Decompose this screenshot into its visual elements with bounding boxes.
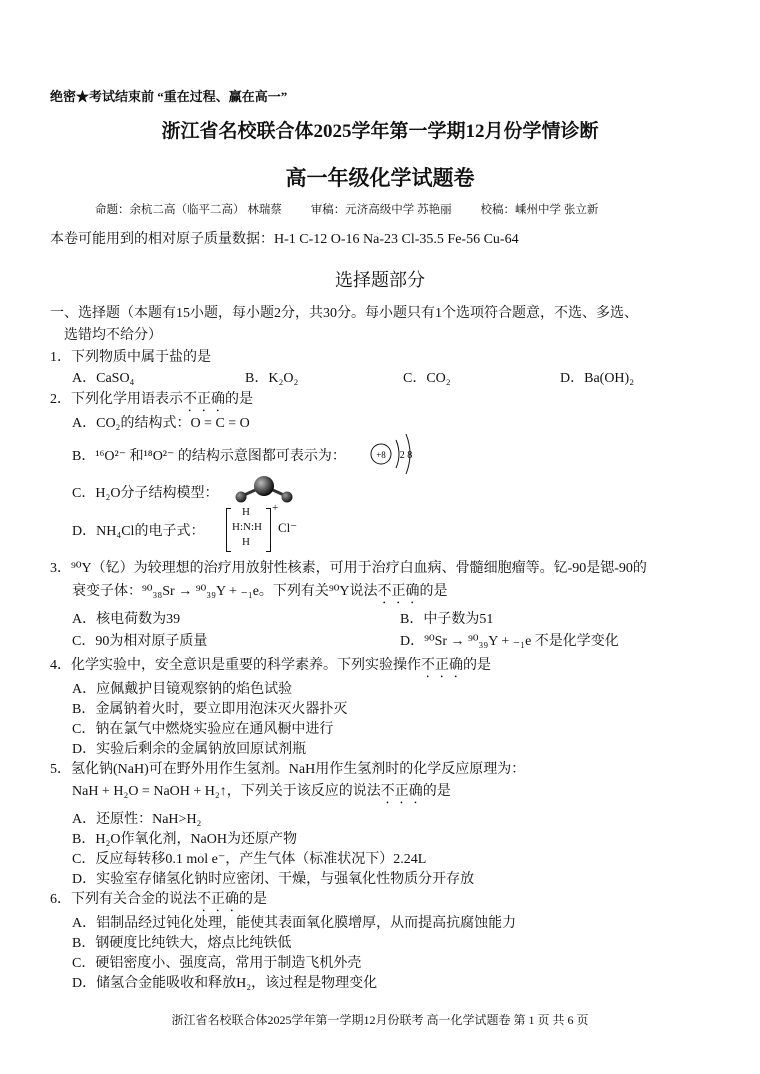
- q1-option-d: D．Ba(OH)₂: [560, 371, 635, 386]
- stem-pre: 6．下列有关合金的说法: [50, 892, 197, 907]
- stem-post: 的是: [239, 892, 267, 907]
- stem-post: 的是: [463, 658, 491, 673]
- atomic-masses: 本卷可能用到的相对原子质量数据：H-1 C-12 O-16 Na-23 Cl-35.5 Fe-56 Cu-64: [50, 232, 519, 247]
- exam-title: 浙江省名校联合体2025学年第一学期12月份学情诊断: [161, 121, 599, 142]
- question-2-stem: [50, 388, 253, 415]
- question-6-stem: [50, 888, 267, 915]
- formula-mid: H:N:H: [232, 521, 262, 533]
- stem-emphasis: 不正确: [197, 892, 239, 907]
- committee-line: [95, 201, 624, 217]
- exam-subtitle: 高一年级化学试题卷: [285, 166, 475, 190]
- section-instruction-cont: 选错均不给分）: [64, 328, 162, 343]
- question-3-stem-cont: [72, 580, 448, 607]
- stem-pre: 衰变子体：⁹⁰₃₈Sr → ⁹⁰₃₉Y + ₋₁e。下列有关⁹⁰Y说法: [72, 584, 378, 599]
- bracket-left: [226, 508, 231, 552]
- q6-option-c: C．硬铝密度小、强度高，常用于制造飞机外壳: [72, 956, 362, 971]
- q2-option-b: B．¹⁶O²⁻ 和¹⁸O²⁻ 的结构示意图都可表示为：: [72, 449, 346, 464]
- q5-option-a: A．还原性：NaH>H₂: [72, 812, 202, 827]
- q3-option-a: A．核电荷数为39: [72, 612, 181, 627]
- question-5-stem: 5．氢化钠(NaH)可在野外用作生氢剂。NaH用作生氢剂时的化学反应原理为：: [50, 762, 526, 777]
- q4-option-d: D．实验后剩余的金属钠放回原试剂瓶: [72, 742, 307, 757]
- question-4-stem: [50, 654, 491, 681]
- q4-option-b: B．金属钠着火时，要立即用泡沫灭火器扑灭: [72, 702, 348, 717]
- section-title: 选择题部分: [335, 270, 425, 290]
- bracket-right: [266, 508, 271, 552]
- q2-option-d: D．NH₄Cl的电子式：: [72, 524, 205, 539]
- stem-emphasis: 不正确: [380, 784, 423, 799]
- question-5-stem-cont: [72, 780, 451, 807]
- q4-option-a: A．应佩戴护目镜观察钠的焰色试验: [72, 682, 293, 697]
- charge-plus: +: [272, 502, 279, 514]
- page-footer: 浙江省名校联合体2025学年第一学期12月份联考 高一化学试题卷 第 1 页 共 6 页: [171, 1013, 589, 1027]
- question-1-stem: 1．下列物质中属于盐的是: [50, 350, 211, 365]
- q5-option-b: B．H₂O作氧化剂，NaOH为还原产物: [72, 832, 297, 847]
- secret-note: 绝密★考试结束前 “重在过程、赢在高一”: [50, 89, 288, 104]
- q6-option-b: B．钢硬度比纯铁大，熔点比纯铁低: [72, 936, 292, 951]
- nh4cl-electron-formula: [226, 504, 306, 554]
- q6-option-d: D．储氢合金能吸收和释放H₂，该过程是物理变化: [72, 976, 378, 991]
- atomic-structure-diagram: [366, 430, 422, 478]
- q3-option-c: C．90为相对原子质量: [72, 634, 208, 649]
- proposer: 命题：余杭二高（临平二高） 林瑞蔡: [95, 204, 282, 216]
- q2-option-c: C．H₂O分子结构模型：: [72, 486, 219, 501]
- reviewer: 审稿：元济高级中学 苏艳丽: [310, 204, 452, 216]
- q1-option-b: B．K₂O₂: [245, 371, 299, 386]
- q1-option-a: A．CaSO₄: [72, 371, 135, 386]
- stem-emphasis: 不正确: [421, 658, 463, 673]
- stem-post: 的是: [419, 584, 448, 599]
- stem-post: 的是: [225, 392, 253, 407]
- electron-shells: 2 8: [399, 450, 413, 461]
- section-instruction: 一、选择题（本题有15小题，每小题2分，共30分。每小题只有1个选项符合题意，不选、多选、: [50, 306, 638, 321]
- stem-pre: NaH + H₂O = NaOH + H₂↑，下列关于该反应的说法: [72, 784, 381, 799]
- q5-option-c: C．反应每转移0.1 mol e⁻，产生气体（标准状况下）2.24L: [72, 852, 427, 867]
- q6-option-a: A．铝制品经过钝化处理，能使其表面氧化膜增厚，从而提高抗腐蚀能力: [72, 916, 517, 931]
- stem-emphasis: 不正确: [377, 584, 420, 599]
- q4-option-c: C．钠在氯气中燃烧实验应在通风橱中进行: [72, 722, 334, 737]
- q1-option-c: C．CO₂: [403, 371, 451, 386]
- proofreader: 校稿：嵊州中学 张立新: [480, 204, 599, 216]
- formula-bottom-h: H: [242, 536, 250, 548]
- q5-option-d: D．实验室存储氢化钠时应密闭、干燥，与强氧化性物质分开存放: [72, 872, 475, 887]
- nucleus-charge: +8: [376, 450, 386, 460]
- q3-option-b: B．中子数为51: [400, 612, 494, 627]
- formula-top-h: H: [242, 506, 250, 518]
- stem-pre: 2．下列化学用语表示: [50, 392, 183, 407]
- q2-option-a: A．CO₂的结构式：O = C = O: [72, 416, 250, 431]
- question-3-stem: 3．⁹⁰Y（钇）为较理想的治疗用放射性核素，可用于治疗白血病、骨髓细胞瘤等。钇-90是锶-90的: [50, 561, 647, 576]
- stem-pre: 4．化学实验中，安全意识是重要的科学素养。下列实验操作: [50, 658, 421, 673]
- stem-post: 的是: [422, 784, 451, 799]
- water-molecule-model: [232, 472, 296, 504]
- q3-option-d: D．⁹⁰Sr → ⁹⁰₃₉Y + ₋₁e 不是化学变化: [400, 634, 619, 649]
- chloride-anion: Cl⁻: [278, 520, 298, 535]
- stem-emphasis: 不正确: [183, 392, 225, 407]
